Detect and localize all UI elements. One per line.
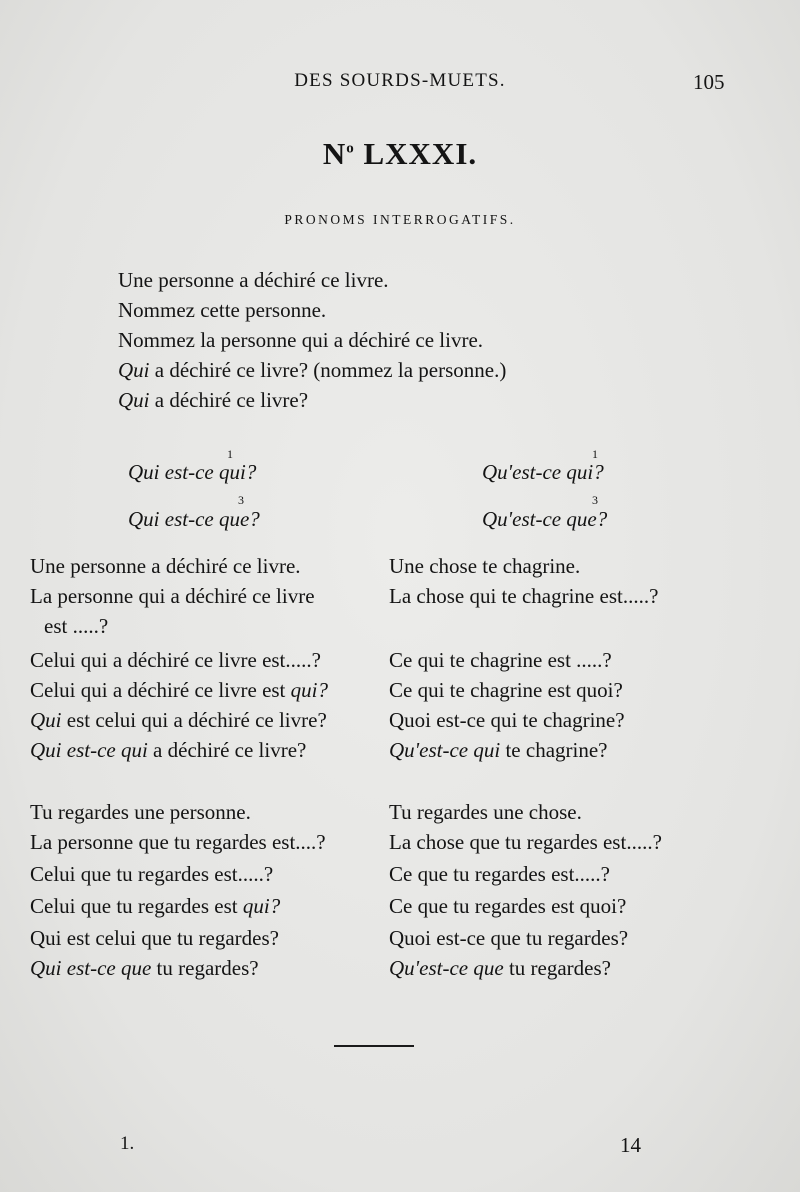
example-line: Qui est-ce que tu regardes? — [30, 956, 259, 980]
example-line: Qui est-ce qui a déchiré ce livre? — [30, 738, 307, 762]
example-line: Une personne a déchiré ce livre. — [30, 554, 301, 578]
example-line: Qu'est-ce qui te chagrine? — [389, 738, 608, 762]
page-number: 105 — [693, 70, 725, 94]
intro-line: Nommez la personne qui a déchiré ce livre. — [118, 328, 484, 352]
example-line: Ce qui te chagrine est quoi? — [389, 678, 623, 702]
form-index: 1 — [227, 447, 233, 461]
example-line: Qui est celui que tu regardes? — [30, 926, 279, 950]
example-line: Une chose te chagrine. — [389, 554, 581, 578]
intro-line: Une personne a déchiré ce livre. — [118, 268, 389, 292]
plate-number: $N^o$ LXXXI. — [322, 136, 478, 171]
example-line: Quoi est-ce qui te chagrine? — [389, 708, 625, 732]
form-index: 3 — [238, 493, 244, 507]
example-line: Ce que tu regardes est.....? — [389, 862, 611, 886]
intro-line: Nommez cette personne. — [118, 298, 327, 322]
example-line: Celui que tu regardes est.....? — [30, 862, 274, 886]
example-line: La chose qui te chagrine est.....? — [389, 584, 659, 608]
example-line: Ce qui te chagrine est .....? — [389, 648, 612, 672]
example-line: est .....? — [44, 614, 109, 638]
running-head: DES SOURDS-MUETS. — [294, 70, 506, 91]
example-line: Celui que tu regardes est qui? — [30, 894, 281, 918]
signature-mark: 1. — [120, 1133, 135, 1154]
section-subtitle: PRONOMS INTERROGATIFS. — [284, 212, 516, 227]
sheet-number: 14 — [620, 1133, 641, 1157]
example-line: La chose que tu regardes est.....? — [389, 830, 662, 854]
example-line: La personne qui a déchiré ce livre — [30, 584, 315, 608]
example-line: Celui qui a déchiré ce livre est qui? — [30, 678, 328, 702]
example-line: Tu regardes une personne. — [30, 800, 251, 824]
form-left-2: Qui est-ce que? — [128, 507, 260, 531]
form-left-1: Qui est-ce qui? — [128, 460, 257, 484]
example-line: Ce que tu regardes est quoi? — [389, 894, 627, 918]
form-index: 3 — [592, 493, 598, 507]
intro-line: Qui a déchiré ce livre? (nommez la personne.) — [118, 358, 507, 382]
example-line: Qu'est-ce que tu regardes? — [389, 956, 611, 980]
example-line: Qui est celui qui a déchiré ce livre? — [30, 708, 327, 732]
form-right-1: Qu'est-ce qui? — [482, 460, 604, 484]
example-line: Quoi est-ce que tu regardes? — [389, 926, 629, 950]
divider-rule — [334, 1045, 414, 1047]
example-line: Tu regardes une chose. — [389, 800, 582, 824]
intro-line: Qui a déchiré ce livre? — [118, 388, 309, 412]
example-line: Celui qui a déchiré ce livre est.....? — [30, 648, 321, 672]
form-right-2: Qu'est-ce que? — [482, 507, 608, 531]
form-index: 1 — [592, 447, 598, 461]
example-line: La personne que tu regardes est....? — [30, 830, 326, 854]
